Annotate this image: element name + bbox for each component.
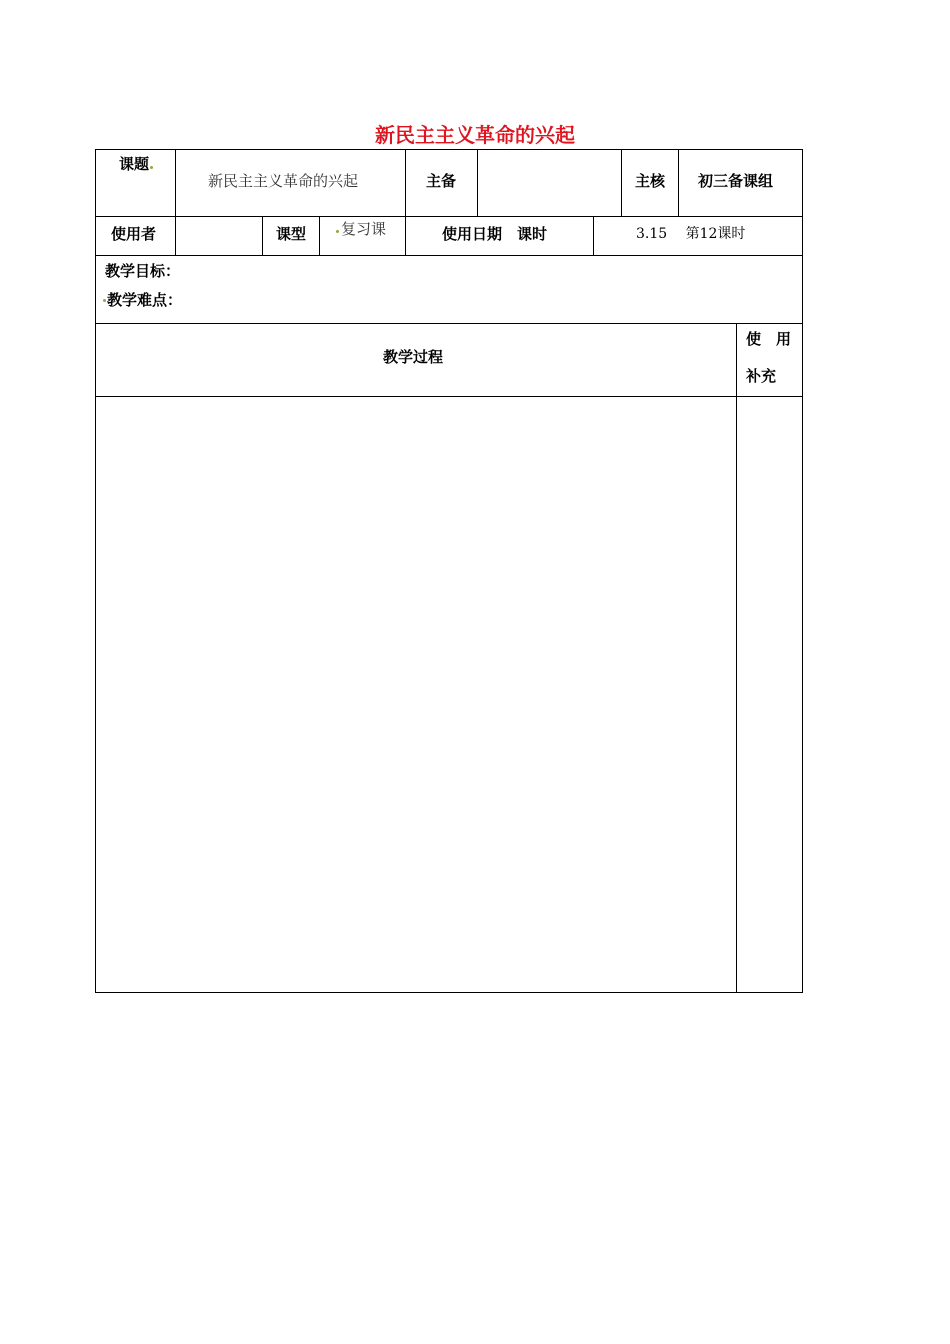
cell-divider bbox=[405, 216, 406, 255]
main-prep-label: 主备 bbox=[426, 172, 457, 190]
cell-divider bbox=[262, 216, 263, 255]
teaching-difficulty-label: 教学难点： bbox=[107, 291, 183, 309]
teaching-process-header: 教学过程 bbox=[383, 348, 444, 366]
document-title: 新民主主义革命的兴起 bbox=[375, 123, 575, 147]
marker-dot bbox=[336, 230, 339, 233]
teaching-process-area[interactable] bbox=[96, 397, 736, 992]
cell-divider bbox=[175, 216, 176, 255]
row-divider bbox=[95, 216, 803, 217]
lesson-type-value: 复习课 bbox=[341, 220, 387, 238]
review-label: 主核 bbox=[635, 172, 666, 190]
date-period-label: 使用日期 课时 bbox=[442, 225, 548, 243]
date-period-value: 3.15 第12课时 bbox=[636, 226, 746, 242]
topic-value: 新民主主义革命的兴起 bbox=[208, 172, 359, 190]
marker-dot bbox=[150, 166, 153, 169]
cell-divider bbox=[405, 149, 406, 216]
marker-dot bbox=[103, 299, 106, 302]
review-value: 初三备课组 bbox=[698, 172, 774, 190]
row-divider bbox=[95, 323, 803, 324]
supplement-header-line1: 使 用 bbox=[746, 330, 792, 348]
supplement-area[interactable] bbox=[737, 397, 802, 992]
cell-divider bbox=[621, 149, 622, 216]
cell-divider bbox=[593, 216, 594, 255]
topic-label: 课题 bbox=[119, 155, 150, 173]
supplement-header-line2: 补充 bbox=[746, 367, 777, 385]
cell-divider bbox=[175, 149, 176, 216]
cell-divider bbox=[477, 149, 478, 216]
teaching-goal-label: 教学目标： bbox=[105, 262, 181, 280]
lesson-type-label: 课型 bbox=[276, 225, 307, 243]
user-label: 使用者 bbox=[111, 225, 157, 243]
cell-divider bbox=[678, 149, 679, 216]
cell-divider bbox=[319, 216, 320, 255]
row-divider bbox=[95, 255, 803, 256]
